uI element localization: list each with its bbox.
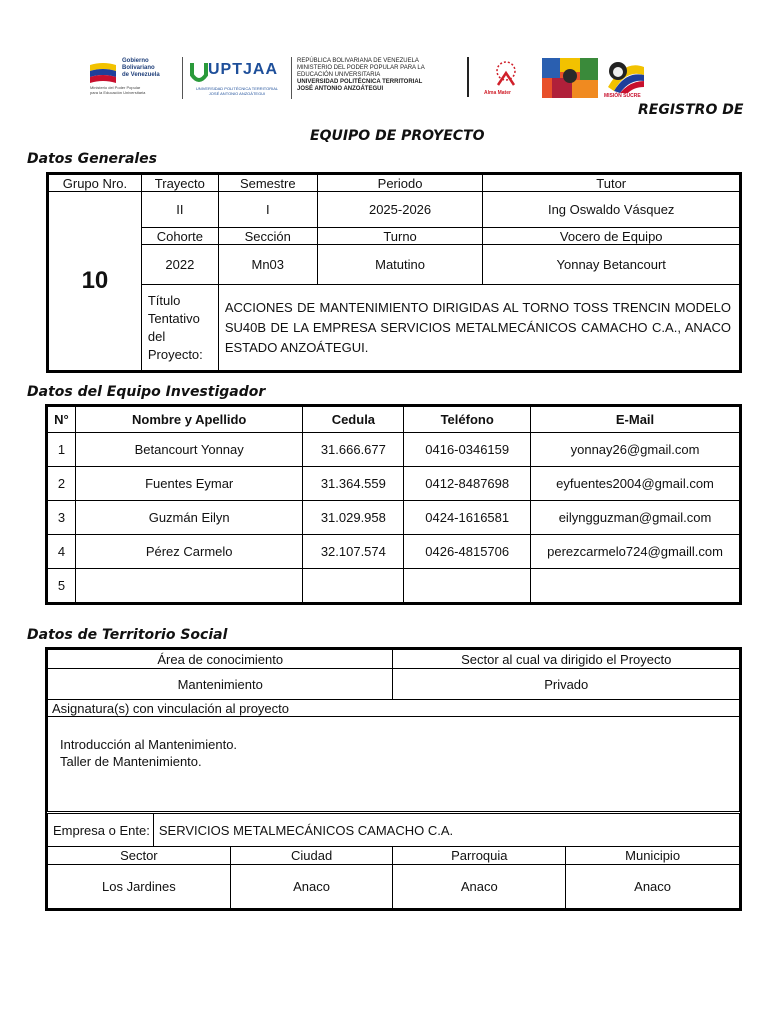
row-num: 4	[48, 535, 76, 569]
ministry-line-3: EDUCACIÓN UNIVERSITARIA	[297, 72, 381, 78]
vocero-header: Vocero de Equipo	[483, 228, 740, 245]
row-nombre: Guzmán Eilyn	[75, 501, 302, 535]
row-telefono	[404, 569, 531, 603]
row-cedula: 32.107.574	[303, 535, 404, 569]
gov-line-2: Bolivariano	[122, 65, 155, 71]
row-telefono: 0412-8487698	[404, 467, 531, 501]
gov-sub-2: para la Educación Universitaria	[90, 90, 146, 95]
loc-municipio-header: Municipio	[566, 847, 740, 865]
turno-value: Matutino	[317, 245, 483, 285]
row-cedula: 31.029.958	[303, 501, 404, 535]
uptjaa-emblem-icon	[188, 59, 210, 85]
territorio-table	[47, 649, 740, 909]
row-email: perezcarmelo724@gmaill.com	[531, 535, 740, 569]
row-num: 2	[48, 467, 76, 501]
loc-parroquia-value: Anaco	[393, 865, 566, 909]
telefono-header: Teléfono	[404, 407, 531, 433]
row-telefono: 0424-1616581	[404, 501, 531, 535]
vocero-value: Yonnay Betancourt	[483, 245, 740, 285]
equipo-table	[47, 406, 740, 603]
row-email	[531, 569, 740, 603]
asignaturas-label-row	[48, 700, 740, 717]
loc-ciudad-header: Ciudad	[230, 847, 393, 865]
ministry-line-5: JOSÉ ANTONIO ANZOÁTEGUI	[297, 86, 384, 92]
table-row	[48, 535, 740, 569]
titulo-label-1: Título	[147, 292, 181, 308]
gov-line-1: Gobierno	[122, 58, 149, 64]
row-telefono: 0416-0346159	[404, 433, 531, 467]
asignatura-item: Introducción al Mantenimiento.	[60, 737, 238, 752]
row-num: 5	[48, 569, 76, 603]
num-header: N°	[48, 407, 76, 433]
mural-image	[542, 55, 598, 101]
data-row	[49, 245, 740, 285]
asignaturas-label: Asignatura(s) con vinculación al proyecto	[48, 700, 740, 717]
ministry-line-4: UNIVERSIDAD POLITÉCNICA TERRITORIAL	[297, 79, 423, 85]
table-row	[48, 501, 740, 535]
seccion-value: Mn03	[218, 245, 317, 285]
mural-icon	[542, 58, 598, 98]
row-num: 1	[48, 433, 76, 467]
row-nombre	[75, 569, 302, 603]
uptjaa-wordmark: UPTJAA	[208, 61, 279, 78]
sector-proyecto-value: Privado	[393, 669, 740, 700]
doc-title-line-1: REGISTRO DE	[638, 102, 744, 118]
semestre-header: Semestre	[218, 175, 317, 192]
gov-line-3: de Venezuela	[122, 72, 160, 78]
header-row	[49, 175, 740, 192]
semestre-value: I	[218, 192, 317, 228]
asignatura-item: Taller de Mantenimiento.	[60, 754, 202, 769]
turno-header: Turno	[317, 228, 483, 245]
empresa-value: SERVICIOS METALMECÁNICOS CAMACHO C.A.	[153, 813, 739, 847]
territorio-heading: Datos de Territorio Social	[27, 627, 228, 643]
alma-mater-label: Alma Mater	[484, 90, 511, 96]
titulo-row	[49, 285, 740, 371]
sucre-portrait-icon	[600, 57, 648, 93]
alma-mater-logo	[478, 55, 534, 101]
row-nombre: Fuentes Eymar	[75, 467, 302, 501]
loc-municipio-value: Anaco	[566, 865, 740, 909]
titulo-label-2: Tentativo	[147, 310, 200, 326]
uptjaa-sub-2: JOSÉ ANTONIO ANZOÁTEGUI	[208, 91, 266, 96]
asignaturas-box	[48, 717, 740, 813]
grupo-value: 10	[49, 192, 142, 371]
row-telefono: 0426-4815706	[404, 535, 531, 569]
titulo-value: ACCIONES DE MANTENIMIENTO DIRIGIDAS AL TORNO TOSS TRENCIN MODELO SU40B DE LA EMPRESA SERVICIOS METALMECÁNICOS CAMACHO C.A., ANACO ESTADO ANZOÁTEGUI.	[218, 285, 739, 371]
empresa-label: Empresa o Ente:	[48, 813, 154, 847]
cohorte-value: 2022	[141, 245, 218, 285]
datos-generales-table	[48, 174, 740, 371]
ministry-text	[297, 58, 467, 104]
gobierno-logo	[86, 55, 178, 101]
row-cedula: 31.666.677	[303, 433, 404, 467]
sucre-label: MISIÓN SUCRE	[604, 93, 641, 99]
table-row	[48, 569, 740, 603]
row-email: yonnay26@gmail.com	[531, 433, 740, 467]
grupo-header: Grupo Nro.	[49, 175, 142, 192]
header-row	[49, 228, 740, 245]
loc-ciudad-value: Anaco	[230, 865, 393, 909]
divider	[182, 57, 183, 99]
email-header: E-Mail	[531, 407, 740, 433]
divider	[467, 57, 469, 97]
doc-title-line-2: EQUIPO DE PROYECTO	[310, 128, 485, 144]
gov-sub-1: Ministerio del Poder Popular	[90, 85, 141, 90]
header-row	[48, 650, 740, 669]
ministry-line-2: MINISTERIO DEL PODER POPULAR PARA LA	[297, 65, 425, 71]
trayecto-value: II	[141, 192, 218, 228]
empresa-row	[48, 813, 740, 847]
uptjaa-sub-1: UNIVERSIDAD POLITÉCNICA TERRITORIAL	[195, 86, 279, 91]
area-header: Área de conocimiento	[48, 650, 393, 669]
equipo-heading: Datos del Equipo Investigador	[27, 384, 266, 400]
alma-mater-icon	[486, 59, 526, 89]
row-cedula	[303, 569, 404, 603]
titulo-label-3: del Proyecto:	[147, 328, 203, 362]
trayecto-header: Trayecto	[141, 175, 218, 192]
logo-banner	[86, 55, 641, 101]
header-row	[48, 407, 740, 433]
asignaturas-row	[48, 717, 740, 813]
seccion-header: Sección	[218, 228, 317, 245]
mision-sucre-logo	[600, 55, 648, 101]
uptjaa-logo	[186, 55, 286, 101]
cohorte-header: Cohorte	[141, 228, 218, 245]
tutor-value: Ing Oswaldo Vásquez	[483, 192, 740, 228]
venezuela-flag-icon	[88, 61, 118, 87]
sector-proyecto-header: Sector al cual va dirigido el Proyecto	[393, 650, 740, 669]
titulo-label	[141, 285, 218, 371]
loc-sector-header: Sector	[48, 847, 231, 865]
divider	[291, 57, 292, 99]
row-email: eilyngguzman@gmail.com	[531, 501, 740, 535]
row-cedula: 31.364.559	[303, 467, 404, 501]
ministry-line-1: REPÚBLICA BOLIVARIANA DE VENEZUELA	[297, 58, 419, 64]
periodo-value: 2025-2026	[317, 192, 483, 228]
cedula-header: Cedula	[303, 407, 404, 433]
periodo-header: Periodo	[317, 175, 483, 192]
loc-parroquia-header: Parroquia	[393, 847, 566, 865]
table-row	[48, 467, 740, 501]
data-row	[48, 669, 740, 700]
loc-sector-value: Los Jardines	[48, 865, 231, 909]
tutor-header: Tutor	[483, 175, 740, 192]
data-row	[48, 865, 740, 909]
nombre-header: Nombre y Apellido	[75, 407, 302, 433]
data-row	[49, 192, 740, 228]
area-value: Mantenimiento	[48, 669, 393, 700]
table-row	[48, 433, 740, 467]
datos-generales-heading: Datos Generales	[27, 151, 158, 167]
row-nombre: Betancourt Yonnay	[75, 433, 302, 467]
row-num: 3	[48, 501, 76, 535]
row-nombre: Pérez Carmelo	[75, 535, 302, 569]
header-row	[48, 847, 740, 865]
row-email: eyfuentes2004@gmail.com	[531, 467, 740, 501]
